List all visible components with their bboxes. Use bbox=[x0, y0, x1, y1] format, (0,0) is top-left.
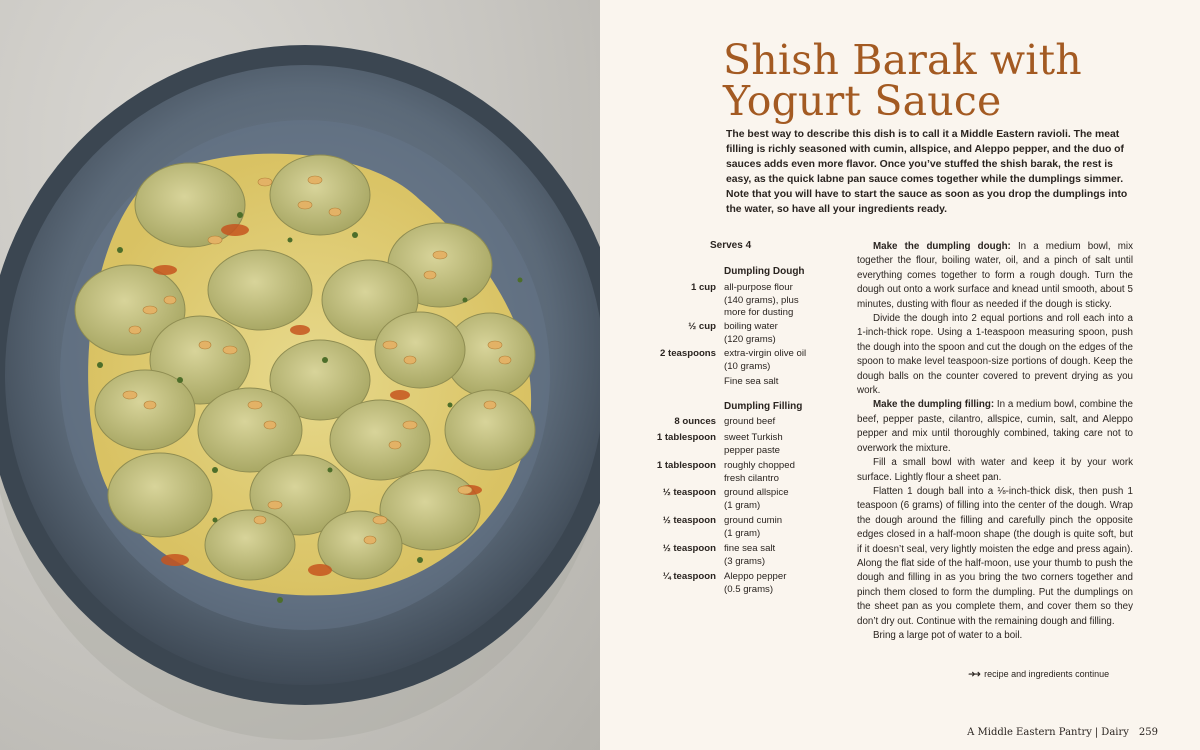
continue-note bbox=[968, 669, 1109, 680]
ingredient-qty: ¼ teaspoon bbox=[662, 571, 716, 582]
ingredient-qty: ½ teaspoon bbox=[662, 543, 716, 554]
page-number: 259 bbox=[1138, 727, 1158, 738]
ingredient-qty: ½ teaspoon bbox=[662, 515, 716, 526]
method-body: In a medium bowl, mix together the flour, boiling water, oil, and a pinch of salt until everything comes together to form a rough dough. Turn the dough out onto a work surface and knead until smooth, about 5 minutes, dusting with flour as needed if the dough is sticky. bbox=[857, 241, 1133, 310]
ingredient-qty: 1 tablespoon bbox=[656, 460, 716, 471]
method-paragraph bbox=[857, 485, 1133, 629]
ingredient-qty: 2 teaspoons bbox=[660, 348, 716, 359]
ingredient-name: roughly chopped fresh cilantro bbox=[724, 460, 795, 484]
serves-label: Serves 4 bbox=[710, 240, 752, 251]
ingredient-name: Aleppo pepper (0.5 grams) bbox=[724, 571, 787, 595]
ingredient-name: boiling water (120 grams) bbox=[724, 321, 778, 345]
ingredient-qty: ½ cup bbox=[688, 321, 716, 332]
ingredient-name: ground cumin (1 gram) bbox=[724, 515, 783, 539]
page-footer bbox=[967, 727, 1158, 738]
ingredient-qty: 1 tablespoon bbox=[656, 432, 716, 443]
footer-book: A Middle Eastern Pantry bbox=[967, 727, 1092, 738]
filling-title: Dumpling Filling bbox=[724, 401, 803, 412]
method-body: Flatten 1 dough ball into a ⅛-inch-thick disk, then push 1 teaspoon (6 grams) of filling into the center of the dough. Wrap the dough around the filling and carefully pinch the opposite edges closed in a half-moon shape (the dough is quite soft, but if it doesn’t seal, very lightly moisten the edge and press again). Along the flat side of the half-moon, use your thumb to push the dough and filling in as you bring the two corners together and pinch them closed to form the dumpling. Put the dumplings on the sheet pan as you complete them, and cover them so they don’t dry out. Continue with the remaining dough and filling. bbox=[857, 485, 1133, 627]
recipe-intro: The best way to describe this dish is to call it a Middle Eastern ravioli. The meat filling is richly seasoned with cumin, allspice, and Aleppo pepper, and the duo of sauces adds even more flavor. Once you’ve stuffed the shish barak, the rest is easy, as the quick labne pan sauce comes together while the dumplings simmer. Note that you will have to start the sauce as soon as you drop the dumplings into the water, so have all your ingredients ready. bbox=[726, 129, 1128, 215]
method-paragraph bbox=[857, 398, 1133, 456]
ingredient-name: ground allspice (1 gram) bbox=[724, 487, 789, 511]
ingredient-name: sweet Turkish pepper paste bbox=[724, 432, 783, 456]
recipe-page bbox=[600, 0, 1200, 750]
ingredient-qty: 1 cup bbox=[690, 282, 716, 293]
ingredient-qty: ½ teaspoon bbox=[662, 487, 716, 498]
dough-title: Dumpling Dough bbox=[724, 266, 805, 277]
method-body: Fill a small bowl with water and keep it by your work surface. Lightly flour a sheet pan. bbox=[857, 457, 1133, 483]
footer-separator: | bbox=[1094, 727, 1099, 738]
method-body: In a medium bowl, combine the beef, pepper paste, cilantro, allspice, cumin, salt, and Aleppo pepper and mix until thoroughly combined, taking care not to overwork the mixture. bbox=[857, 399, 1133, 454]
ingredient-name: all-purpose flour (140 grams), plus more for dusting bbox=[724, 282, 799, 318]
continue-text: recipe and ingredients continue bbox=[984, 669, 1110, 679]
method-paragraph bbox=[857, 312, 1133, 398]
method-paragraph bbox=[857, 629, 1133, 643]
method-paragraph bbox=[857, 240, 1133, 312]
ingredient-qty: 8 ounces bbox=[674, 416, 716, 427]
method-text bbox=[857, 240, 1133, 643]
ingredient-name: fine sea salt (3 grams) bbox=[724, 543, 776, 567]
method-body: Bring a large pot of water to a boil. bbox=[873, 629, 1023, 641]
double-arrow-icon: ➜➜ bbox=[968, 669, 980, 679]
ingredient-name: Fine sea salt bbox=[724, 376, 779, 387]
method-lead: Make the dumpling filling: bbox=[873, 399, 995, 411]
recipe-title: Shish Barak with Yogurt Sauce bbox=[723, 36, 1082, 125]
method-paragraph bbox=[857, 456, 1133, 485]
footer-section: Dairy bbox=[1101, 727, 1129, 738]
method-lead: Make the dumpling dough: bbox=[873, 241, 1011, 252]
ingredient-name: ground beef bbox=[724, 416, 776, 427]
ingredient-name: extra-virgin olive oil (10 grams) bbox=[724, 348, 807, 372]
method-body: Divide the dough into 2 equal portions and roll each into a 1-inch-thick rope. Using a 1-teaspoon measuring spoon, push the dough into the spoon and cut the dough on the edges of the spoon to make level teaspoon-size portions of dough. Keep the dough balls on the counter covered to prevent drying as you work. bbox=[857, 313, 1133, 397]
